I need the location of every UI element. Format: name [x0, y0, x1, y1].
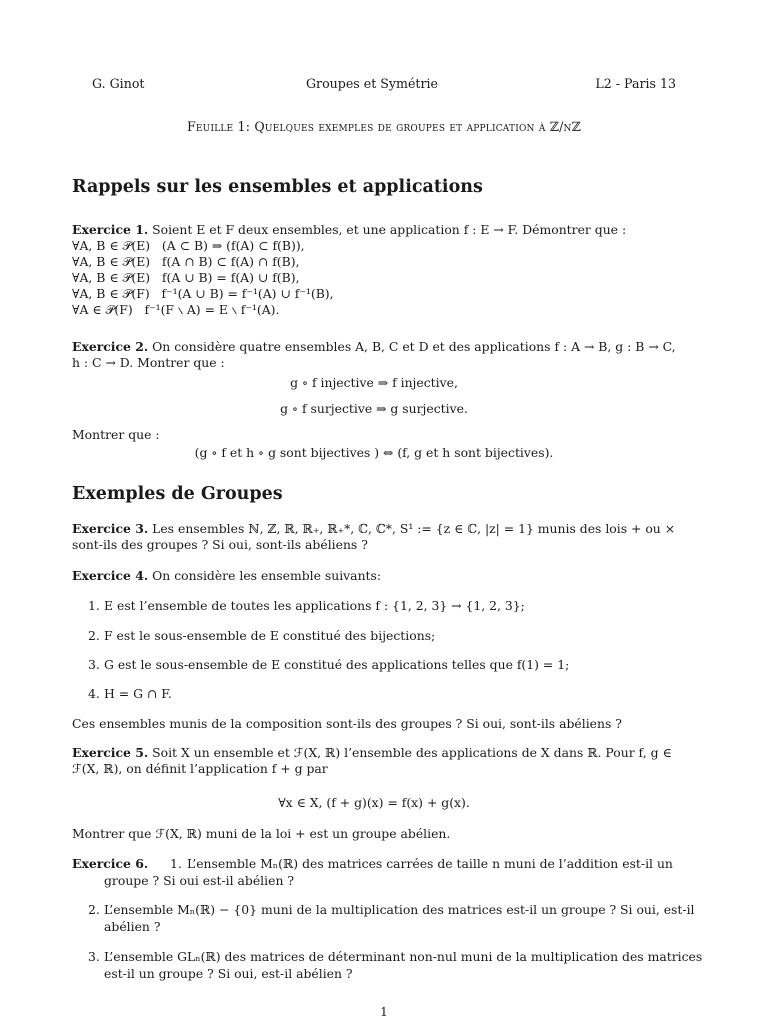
- list-item: 1. E est l’ensemble de toutes les applications f : {1, 2, 3} → {1, 2, 3};: [88, 598, 525, 613]
- list-item-text-continued: abélien ?: [104, 919, 161, 934]
- exercise-5-conclusion: Montrer que ℱ(X, ℝ) muni de la loi + est un groupe abélien.: [72, 826, 451, 841]
- exercise-1-line: ∀A, B ∈ 𝒫(E) f(A ∩ B) ⊂ f(A) ∩ f(B),: [72, 254, 300, 269]
- exercise-4-intro: On considère les ensemble suivants:: [152, 568, 382, 583]
- exercise-4-label: Exercice 4.: [72, 568, 149, 583]
- exercise-1-line: ∀A, B ∈ 𝒫(F) f⁻¹(A ∪ B) = f⁻¹(A) ∪ f⁻¹(B),: [72, 286, 334, 301]
- list-item-text-continued: groupe ? Si oui est-il abélien ?: [104, 873, 295, 888]
- list-item-text: F est le sous-ensemble de E constitué des bijections;: [104, 628, 436, 643]
- sheet-title: Feuille 1: Quelques exemples de groupes et application à ℤ/nℤ: [186, 119, 582, 134]
- exercise-4-question: Ces ensembles munis de la composition sont-ils des groupes ? Si oui, sont-ils abéliens ?: [72, 716, 622, 731]
- exercise-2-label: Exercice 2.: [72, 339, 149, 354]
- list-item-text: L’ensemble Mₙ(ℝ) − {0} muni de la multiplication des matrices est-il un groupe ? Si oui, est-il: [104, 902, 695, 917]
- exercise-5: [72, 745, 676, 777]
- list-item-text: L’ensemble GLₙ(ℝ) des matrices de déterminant non-nul muni de la multiplication des matrices: [104, 949, 703, 964]
- exercise-1-line: ∀A ∈ 𝒫(F) f⁻¹(F ∖ A) = E ∖ f⁻¹(A).: [72, 302, 280, 317]
- section-title-groupes: Exemples de Groupes: [72, 484, 283, 504]
- exercise-1-line: ∀A, B ∈ 𝒫(E) (A ⊂ B) ⇒ (f(A) ⊂ f(B)),: [72, 238, 305, 253]
- exercise-1-label: Exercice 1.: [72, 222, 149, 237]
- header-level: L2 - Paris 13: [595, 76, 676, 91]
- section-title-rappels: Rappels sur les ensembles et applications: [72, 177, 483, 197]
- list-item-number: 1.: [170, 856, 182, 871]
- list-item-text: G est le sous-ensemble de E constitué des applications telles que f(1) = 1;: [104, 657, 570, 672]
- exercise-5-label: Exercice 5.: [72, 745, 149, 760]
- exercise-2-intro: On considère quatre ensembles A, B, C et D et des applications f : A → B, g : B → C,: [152, 339, 676, 354]
- header-author: G. Ginot: [92, 76, 145, 91]
- list-item-text: L’ensemble Mₙ(ℝ) des matrices carrées de taille n muni de l’addition est-il un: [187, 856, 673, 871]
- exercise-1-intro: Soient E et F deux ensembles, et une application f : E → F. Démontrer que :: [152, 222, 627, 237]
- page-number: 1: [380, 1005, 388, 1019]
- exercise-3-text-continued: sont-ils des groupes ? Si oui, sont-ils abéliens ?: [72, 537, 368, 552]
- exercise-1: [72, 222, 676, 318]
- exercise-2-equation-injective: g ∘ f injective ⇒ f injective,: [290, 375, 458, 390]
- exercise-2: [72, 339, 676, 371]
- exercise-6-label: Exercice 6.: [72, 856, 149, 871]
- exercise-2-equation-surjective: g ∘ f surjective ⇒ g surjective.: [280, 401, 468, 416]
- exercise-2-show: Montrer que :: [72, 427, 160, 442]
- list-item-text: E est l’ensemble de toutes les applications f : {1, 2, 3} → {1, 2, 3};: [104, 598, 525, 613]
- list-item: 3. G est le sous-ensemble de E constitué des applications telles que f(1) = 1;: [88, 657, 570, 672]
- exercise-4: [72, 568, 676, 584]
- list-item: 4. H = G ∩ F.: [88, 686, 172, 701]
- list-item-text-continued: est-il un groupe ? Si oui, est-il abélien ?: [104, 966, 353, 981]
- exercise-3: [72, 521, 676, 553]
- exercise-5-equation: ∀x ∈ X, (f + g)(x) = f(x) + g(x).: [278, 795, 470, 810]
- exercise-3-label: Exercice 3.: [72, 521, 149, 536]
- exercise-5-text-continued: ℱ(X, ℝ), on définit l’application f + g par: [72, 761, 328, 776]
- list-item-number: 2.: [88, 902, 100, 917]
- exercise-5-text: Soit X un ensemble et ℱ(X, ℝ) l’ensemble des applications de X dans ℝ. Pour f, g ∈: [152, 745, 672, 760]
- exercise-2-intro-continued: h : C → D. Montrer que :: [72, 355, 225, 370]
- list-item-number: 3.: [88, 949, 100, 964]
- exercise-3-text: Les ensembles ℕ, ℤ, ℝ, ℝ₊, ℝ₊*, ℂ, ℂ*, S¹ := {z ∈ ℂ, |z| = 1} munis des lois + ou ×: [152, 521, 676, 536]
- list-item-text: H = G ∩ F.: [104, 686, 172, 701]
- exercise-2-equation-bijective: (g ∘ f et h ∘ g sont bijectives ) ⇔ (f, g et h sont bijectives).: [194, 445, 554, 460]
- header-course: Groupes et Symétrie: [306, 76, 438, 91]
- list-item: 2. F est le sous-ensemble de E constitué des bijections;: [88, 628, 436, 643]
- exercise-1-line: ∀A, B ∈ 𝒫(E) f(A ∪ B) = f(A) ∪ f(B),: [72, 270, 300, 285]
